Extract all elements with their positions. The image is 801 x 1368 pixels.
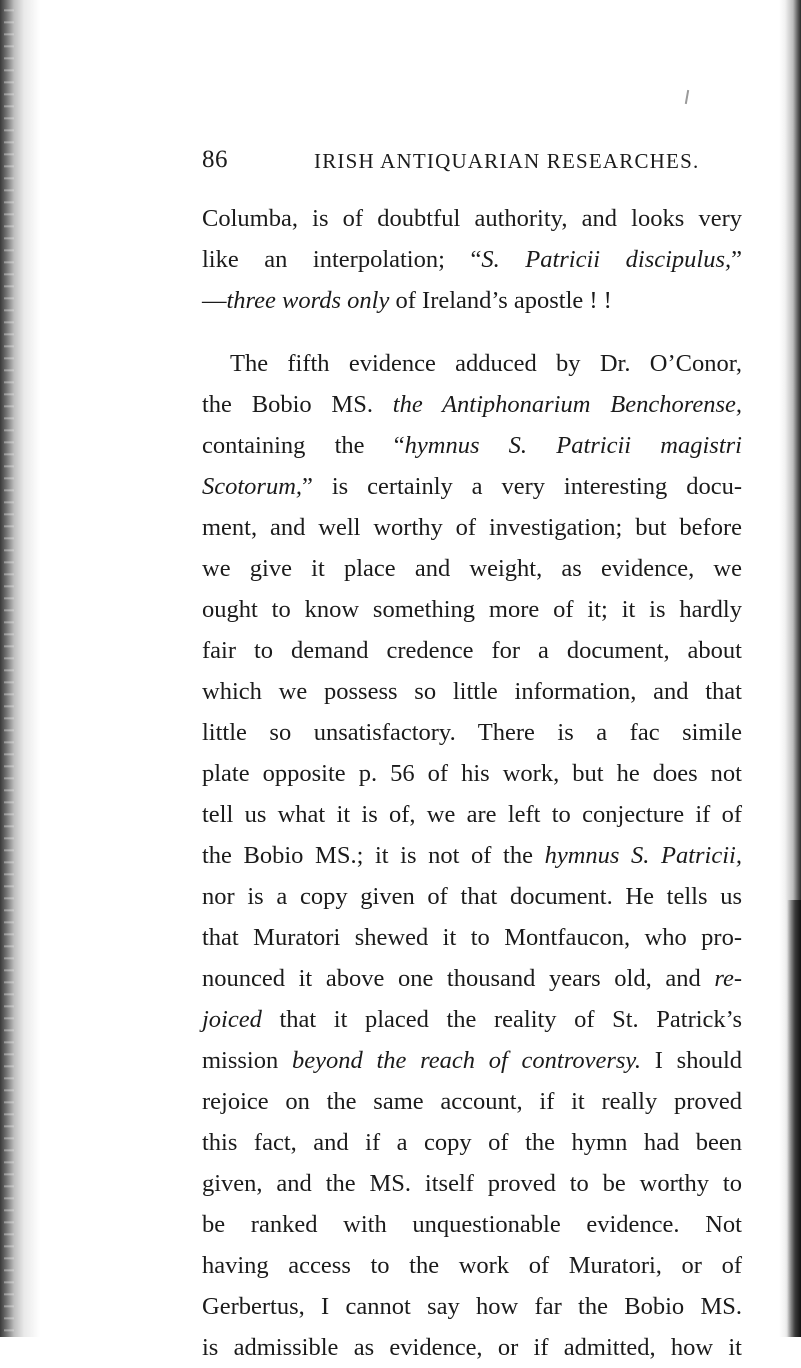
text-fragment: that it placed the reality of St. Patrick’s [261,1006,742,1033]
text-fragment: nounced it above one thousand years old, and [202,965,715,992]
text-line [202,384,742,425]
italic-text: re- [714,965,742,992]
page-number: 86 [202,146,228,173]
text-line [202,1122,742,1163]
text-fragment: given, and the MS. itself proved to be worthy to [202,1170,742,1197]
text-fragment: that Muratori shewed it to Montfaucon, who pro- [202,924,742,951]
italic-text: S. Patricii discipulus, [481,246,732,273]
text-fragment: ” is certainly a very interesting docu- [302,473,742,500]
text-line [202,1286,742,1327]
text-line [202,999,742,1040]
text-line [202,1081,742,1122]
text-line [202,198,742,239]
italic-text: hymnus S. Patricii magistri [404,432,742,459]
italic-text: beyond the reach of controversy. [291,1047,642,1074]
text-line [202,280,742,321]
paragraph-gap [202,321,742,343]
text-line [202,1327,742,1368]
text-line [202,239,742,280]
text-line [202,876,742,917]
text-fragment: ment, and well worthy of investigation; but before [202,514,742,541]
text-line [202,1204,742,1245]
text-fragment: having access to the work of Muratori, or of [202,1252,742,1279]
text-line [202,548,742,589]
text-fragment: — [202,287,227,314]
text-fragment: is admissible as evidence, or if admitted, how it [202,1334,742,1361]
text-fragment: the Bobio MS. [202,391,393,418]
running-head: IRISH ANTIQUARIAN RESEARCHES. [314,149,700,173]
binding-gutter [0,0,40,1337]
text-line [202,794,742,835]
text-line [202,917,742,958]
text-line [202,1163,742,1204]
paragraph [202,198,742,321]
text-fragment: Columba, is of doubtful authority, and looks very [202,205,742,232]
text-line [202,835,742,876]
italic-text: Scotorum, [202,473,303,500]
text-fragment: containing the “ [202,432,405,459]
text-line [202,589,742,630]
text-fragment: like an interpolation; “ [202,246,482,273]
italic-text: hymnus S. Patricii, [544,842,742,869]
text-line [202,630,742,671]
text-fragment: little so unsatisfactory. There is a fac simile [202,719,742,746]
page-header [202,146,742,180]
text-line [202,958,742,999]
text-fragment: which we possess so little information, and that [202,678,742,705]
stray-mark [685,90,689,104]
text-line [202,1245,742,1286]
text-fragment: tell us what it is of, we are left to conjecture if of [202,801,742,828]
text-line [202,1040,742,1081]
text-fragment: mission [202,1047,292,1074]
text-line [202,425,742,466]
text-line [202,671,742,712]
text-line [202,712,742,753]
italic-text: three words only [226,287,390,314]
text-fragment: fair to demand credence for a document, about [202,637,742,664]
text-fragment: be ranked with unquestionable evidence. Not [202,1211,742,1238]
text-fragment: this fact, and if a copy of the hymn had been [202,1129,742,1156]
text-line [202,343,742,384]
text-line [202,507,742,548]
page-edge-shadow [779,0,801,1337]
text-fragment: nor is a copy given of that document. He tells us [202,883,742,910]
text-fragment: plate opposite p. 56 of his work, but he does not [202,760,742,787]
text-line [202,466,742,507]
text-fragment: I should [641,1047,743,1074]
text-fragment: The fifth evidence adduced by Dr. O’Conor, [230,350,742,377]
text-fragment: the Bobio MS.; it is not of the [202,842,545,869]
text-fragment: of Ireland’s apostle ! ! [389,287,612,314]
italic-text: the Antiphonarium Benchorense, [392,391,742,418]
text-line [202,753,742,794]
italic-text: joiced [202,1006,262,1033]
body-text [202,198,742,1368]
text-fragment: rejoice on the same account, if it really proved [202,1088,742,1115]
text-fragment: we give it place and weight, as evidence, we [202,555,742,582]
text-fragment: ought to know something more of it; it is hardly [202,596,742,623]
paragraph [202,343,742,1368]
text-fragment: Gerbertus, I cannot say how far the Bobio MS. [202,1293,742,1320]
text-fragment: ” [731,246,742,273]
